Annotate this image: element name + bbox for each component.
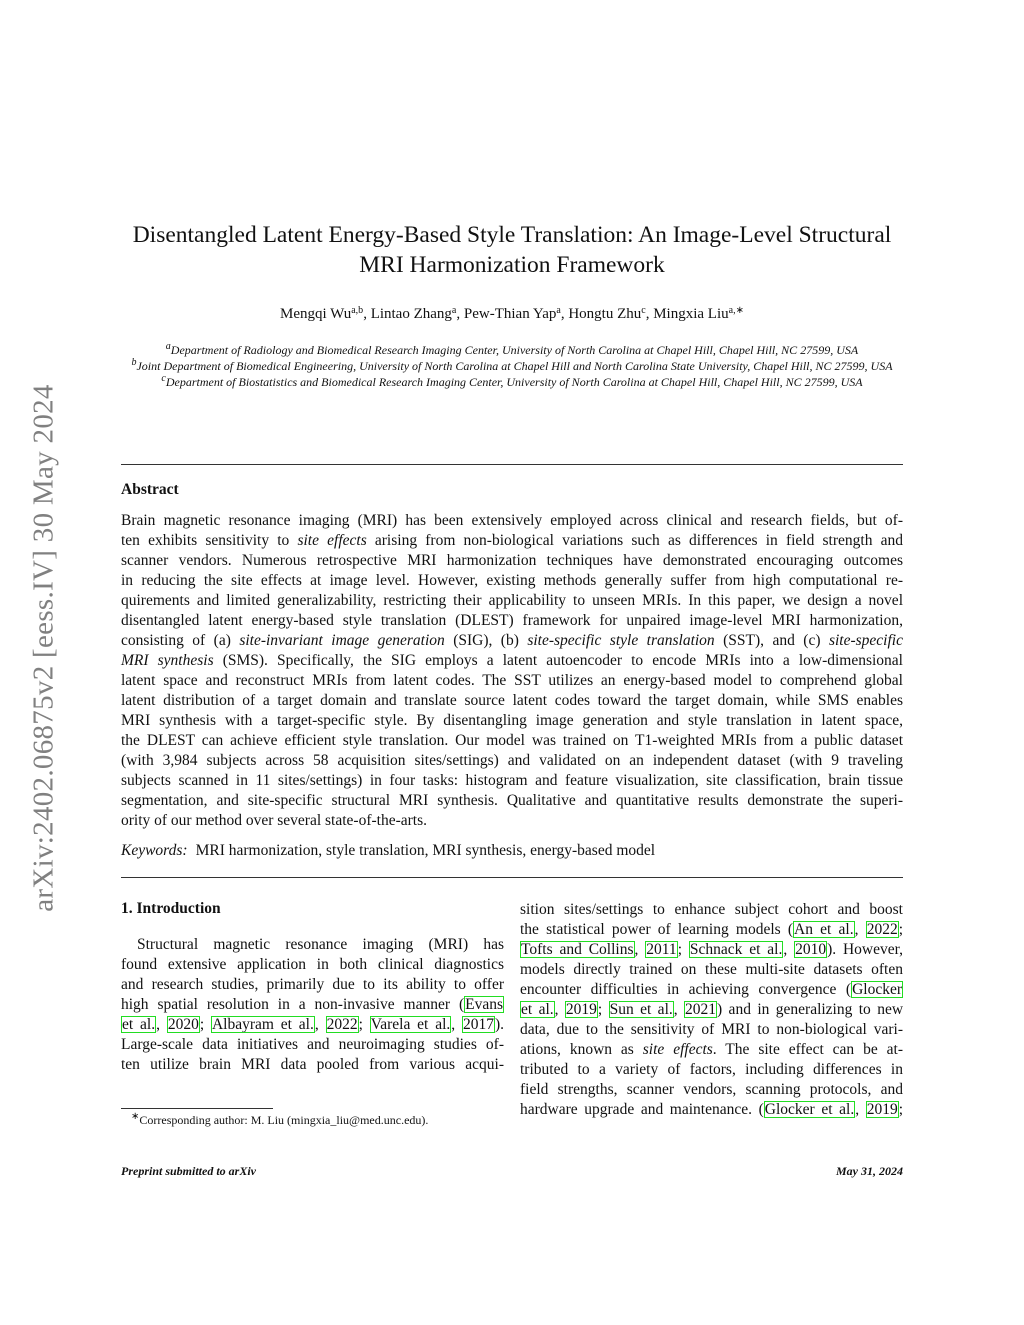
- text-span: ). However,: [827, 941, 904, 958]
- text-line: [121, 591, 903, 611]
- text-span: ,: [451, 1016, 462, 1033]
- text-span: in reducing the site effects at image level. However, existing methods generally suffer from high computational re-: [121, 572, 903, 589]
- text-span: ,: [156, 1016, 167, 1033]
- text-span: latent space and reconstruct MRIs from latent codes. The SST utilizes an energy-based model to comprehend global: [121, 672, 903, 689]
- text-line: [520, 1020, 903, 1040]
- text-line: [520, 900, 903, 920]
- text-span: latent distribution of a target domain and translate source latent codes toward the target domain, while SMS enables: [121, 692, 903, 709]
- text-line: [520, 1100, 903, 1120]
- citation-link[interactable]: 2010: [795, 941, 827, 958]
- author: [653, 306, 744, 322]
- text-line: [121, 711, 903, 731]
- text-span: ).: [494, 1016, 505, 1033]
- text-span: ;: [358, 1016, 370, 1033]
- text-span: data, due to the sensitivity of MRI to non-biological vari-: [520, 1021, 903, 1038]
- text-span: tributed to a variety of factors, including differences in: [520, 1061, 903, 1078]
- text-span: ations, known as: [520, 1041, 643, 1058]
- text-line: [121, 611, 903, 631]
- affiliation-text: Department of Biostatistics and Biomedical Research Imaging Center, University of North Carolina at Chapel Hill, Chapel Hill, NC 27599, USA: [165, 375, 863, 389]
- author-affiliation-mark: a,b: [351, 305, 364, 316]
- text-line: [121, 771, 903, 791]
- text-span: (SIG), (b): [444, 632, 528, 649]
- author-name: Lintao Zhang: [370, 306, 452, 322]
- text-line: [520, 980, 903, 1000]
- footnote: [131, 1113, 428, 1128]
- italic-text: site effects: [297, 532, 367, 549]
- text-line: [121, 811, 903, 831]
- text-span: the statistical power of learning models (: [520, 921, 794, 938]
- text-span: ;: [199, 1016, 211, 1033]
- text-line: [121, 751, 903, 771]
- citation-link[interactable]: Glocker: [852, 981, 902, 998]
- abstract-body: [121, 511, 903, 831]
- citation-link[interactable]: et al.: [122, 1016, 156, 1033]
- text-line: [520, 1060, 903, 1080]
- citation-link[interactable]: Schnack et al.: [689, 941, 783, 958]
- text-span: scanner vendors. Numerous retrospective MRI harmonization techniques have demonstrated encouraging outcomes: [121, 552, 903, 569]
- author-affiliation-mark: c: [641, 305, 646, 316]
- text-line: [121, 955, 504, 975]
- text-span: MRI synthesis with a target-specific style. By disentangling image generation and style translation in latent space,: [121, 712, 903, 729]
- footnote-mark: ∗: [131, 1111, 140, 1122]
- text-span: models directly trained on these multi-site datasets often: [520, 961, 903, 978]
- text-span: ,: [854, 921, 866, 938]
- title-line-1: Disentangled Latent Energy-Based Style Translation: An Image-Level Structural: [132, 222, 892, 248]
- citation-link[interactable]: 2017: [462, 1016, 494, 1033]
- text-span: subjects scanned in 11 sites/settings) in four tasks: histogram and feature visualization, site classification, brain tissue: [121, 772, 903, 789]
- citation-link[interactable]: 2022: [866, 921, 898, 938]
- text-line: [121, 631, 903, 651]
- text-span: disentangled latent energy-based style translation (DLEST) framework for unpaired image-level MRI harmonization,: [121, 612, 903, 629]
- text-line: [121, 731, 903, 751]
- author-name: Pew-Thian Yap: [463, 306, 557, 322]
- text-line: [121, 791, 903, 811]
- author-name: Hongtu Zhu: [568, 306, 642, 322]
- text-span: (SMS). Specifically, the SIG employs a latent autoencoder to encode MRIs into a low-dimensional: [213, 652, 903, 669]
- text-span: ten exhibits sensitivity to: [121, 532, 298, 549]
- affiliations: [110, 342, 914, 390]
- text-line: [121, 1035, 504, 1055]
- text-line: [121, 995, 504, 1015]
- text-span: Structural magnetic resonance imaging (MRI) has: [137, 936, 504, 953]
- text-line: [121, 531, 903, 551]
- text-line: [121, 551, 903, 571]
- citation-link[interactable]: Tofts and Collins: [521, 941, 634, 958]
- text-line: [121, 975, 504, 995]
- text-span: ) and in generalizing to new: [717, 1001, 904, 1018]
- affiliation-mark: a: [165, 341, 171, 352]
- text-line: [121, 691, 903, 711]
- author: [280, 306, 363, 322]
- text-span: the DLEST can achieve efficient style translation. Our model was trained on T1-weighted MRIs from a public dataset: [121, 732, 903, 749]
- italic-text: site-invariant image generation: [239, 632, 445, 649]
- intro-column-right: [520, 900, 903, 1120]
- author-name: Mengqi Wu: [280, 306, 352, 322]
- title-line-2: MRI Harmonization Framework: [359, 252, 665, 278]
- text-span: ,: [554, 1001, 565, 1018]
- keywords-label: Keywords:: [121, 842, 188, 859]
- citation-link[interactable]: et al.: [521, 1001, 554, 1018]
- affiliation-text: Joint Department of Biomedical Engineering, University of North Carolina at Chapel Hill and North Carolina State University, Chapel Hill, NC 27599, USA: [136, 359, 893, 373]
- text-line: [520, 940, 903, 960]
- footer-preprint-note: Preprint submitted to arXiv: [121, 1164, 257, 1178]
- text-span: hardware upgrade and maintenance. (: [520, 1101, 764, 1118]
- citation-link[interactable]: Albayram et al.: [211, 1016, 314, 1033]
- text-line: [520, 960, 903, 980]
- keywords-text: MRI harmonization, style translation, MRI synthesis, energy-based model: [195, 842, 656, 859]
- divider-top: [121, 464, 903, 465]
- citation-link[interactable]: 2019: [565, 1001, 597, 1018]
- text-line: [121, 671, 903, 691]
- text-line: [121, 1055, 504, 1075]
- text-line: [520, 1080, 903, 1100]
- affiliation-mark: b: [131, 357, 137, 368]
- paper-title: [100, 220, 924, 280]
- text-span: ;: [898, 1101, 904, 1118]
- keywords: [121, 842, 655, 860]
- text-span: ority of our method over several state-of-the-arts.: [121, 812, 428, 829]
- footnote-rule: [121, 1108, 273, 1109]
- text-span: high spatial resolution in a non-invasive manner (: [121, 996, 465, 1013]
- text-span: consisting of (a): [121, 632, 240, 649]
- text-span: encounter difficulties in achieving convergence (: [520, 981, 852, 998]
- affiliation: [110, 374, 914, 390]
- author-affiliation-mark: a,∗: [728, 305, 744, 316]
- section-heading-introduction: 1. Introduction: [121, 900, 221, 917]
- author: [464, 306, 561, 322]
- author: [568, 306, 645, 322]
- abstract-heading: Abstract: [121, 481, 179, 498]
- citation-link[interactable]: An et al.: [794, 921, 854, 938]
- author-affiliation-mark: a: [556, 305, 561, 316]
- text-span: ,: [673, 1001, 685, 1018]
- italic-text: site effects: [642, 1041, 713, 1058]
- affiliation: [110, 342, 914, 358]
- affiliation-text: Department of Radiology and Biomedical Research Imaging Center, University of North Carolina at Chapel Hill, Chapel Hill, NC 27599, USA: [170, 343, 859, 357]
- author-name: Mingxia Liu: [653, 306, 729, 322]
- text-line: [121, 1015, 504, 1035]
- text-line: [121, 571, 903, 591]
- intro-column-left: [121, 935, 504, 1075]
- text-span: Large-scale data initiatives and neuroimaging studies of-: [121, 1036, 504, 1053]
- text-span: field strengths, scanner vendors, scanning protocols, and: [520, 1081, 903, 1098]
- text-line: [520, 1000, 903, 1020]
- text-span: ten utilize brain MRI data pooled from various acqui-: [121, 1056, 504, 1073]
- text-span: ,: [855, 1101, 866, 1118]
- citation-link[interactable]: Varela et al.: [370, 1016, 451, 1033]
- author-affiliation-mark: a: [451, 305, 457, 316]
- text-span: segmentation, and site-specific structural MRI synthesis. Qualitative and quantitative results demonstrate the superi-: [121, 792, 903, 809]
- footnote-text: Corresponding author: M. Liu (mingxia_liu@med.unc.edu).: [139, 1113, 429, 1127]
- text-span: and research studies, primarily due to its ability to offer: [121, 976, 504, 993]
- text-span: ,: [314, 1016, 326, 1033]
- citation-link[interactable]: 2020: [167, 1016, 199, 1033]
- text-span: found extensive application in both clinical diagnostics: [121, 956, 504, 973]
- italic-text: MRI synthesis: [121, 652, 214, 669]
- text-line: [121, 935, 504, 955]
- italic-text: site-specific style translation: [527, 632, 715, 649]
- text-span: ,: [634, 941, 646, 958]
- citation-link[interactable]: Sun et al.: [609, 1001, 673, 1018]
- author-list: Mengqi Wu$^{a,b}$, Lintao Zhang$^a$, Pew-Thian Yap$^a$, Hongtu Zhu$^c$, Mingxia Liu$^{a,∗}$: [280, 305, 744, 322]
- arxiv-identifier-stamp: arXiv:2402.06875v2 [eess.IV] 30 May 2024: [27, 384, 60, 912]
- text-line: [520, 1040, 903, 1060]
- citation-link[interactable]: 2011: [646, 941, 677, 958]
- text-span: . The site effect can be at-: [712, 1041, 903, 1058]
- text-span: (SST), and (c): [714, 632, 829, 649]
- citation-link[interactable]: Glocker et al.: [764, 1101, 855, 1118]
- text-line: [121, 511, 903, 531]
- text-span: ;: [677, 941, 689, 958]
- affiliation-mark: c: [161, 373, 166, 384]
- citation-link[interactable]: Evans: [465, 996, 503, 1013]
- text-line: [520, 920, 903, 940]
- affiliation: [110, 358, 914, 374]
- text-span: (with 3,984 subjects across 58 acquisition sites/settings) and validated on an independent dataset (with 9 traveling: [121, 752, 903, 769]
- citation-link[interactable]: 2022: [326, 1016, 358, 1033]
- citation-link[interactable]: 2019: [866, 1101, 898, 1118]
- footer-date: May 31, 2024: [836, 1164, 903, 1178]
- text-line: [121, 651, 903, 671]
- text-span: Brain magnetic resonance imaging (MRI) has been extensively employed across clinical and research fields, but of-: [121, 512, 903, 529]
- text-span: quirements and limited generalizability, restricting their applicability to unseen MRIs. In this paper, we design a novel: [121, 592, 903, 609]
- author: [371, 306, 457, 322]
- divider-bottom: [121, 877, 903, 878]
- text-span: ,: [783, 941, 795, 958]
- text-span: ;: [898, 921, 904, 938]
- italic-text: site-specific: [828, 632, 903, 649]
- text-span: ;: [597, 1001, 609, 1018]
- citation-link[interactable]: 2021: [685, 1001, 717, 1018]
- text-span: arising from non-biological variations such as differences in field strength and: [366, 532, 903, 549]
- text-span: sition sites/settings to enhance subject cohort and boost: [520, 901, 903, 918]
